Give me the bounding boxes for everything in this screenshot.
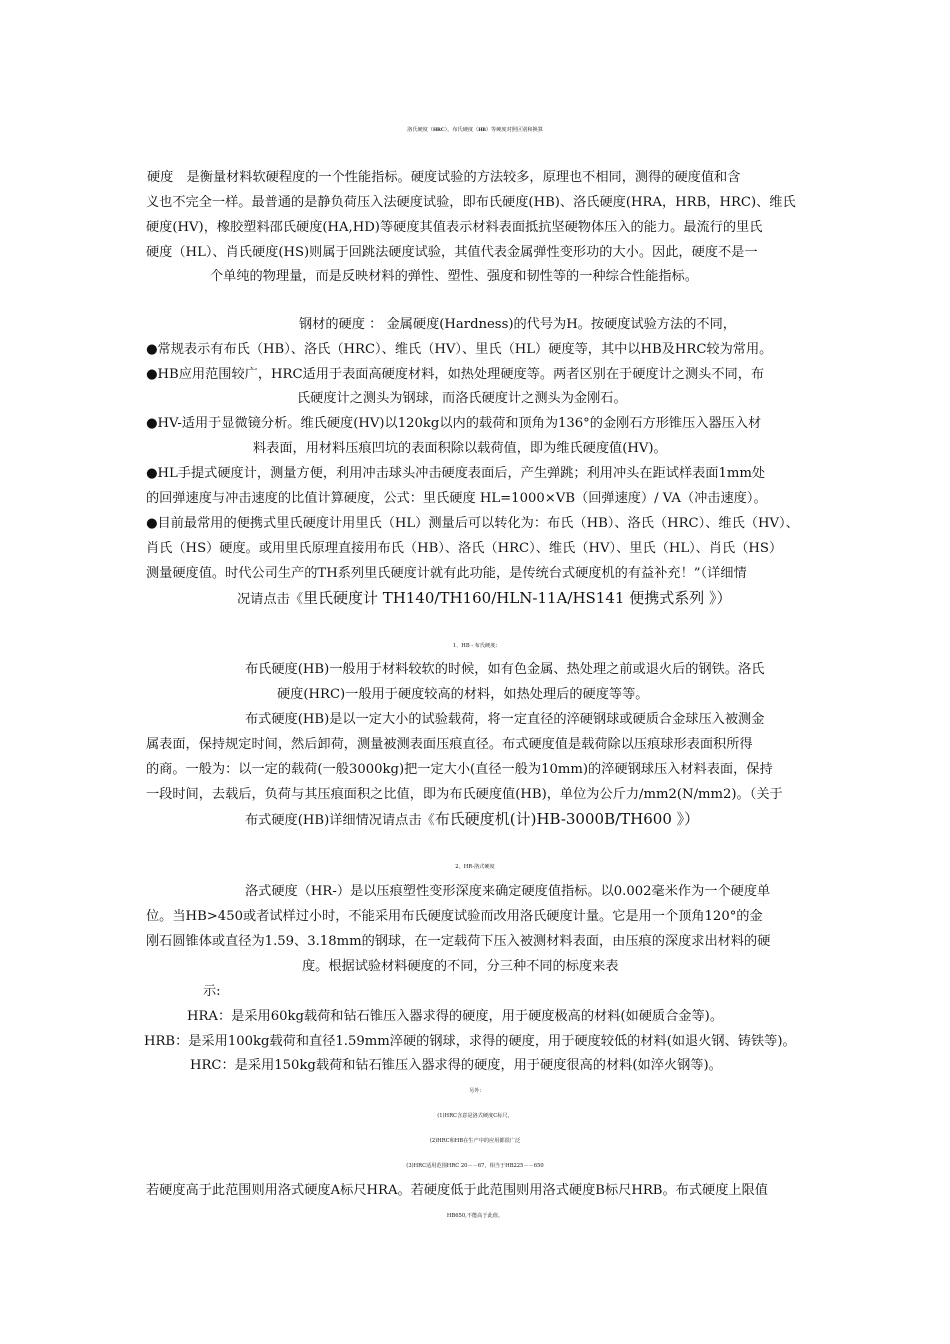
brinell-hardness-link[interactable]: 布氏硬度机(计)HB-3000B/TH600 》）	[434, 810, 700, 828]
section1-heading: 1、HB - 布氏硬度:	[452, 643, 498, 649]
section2-line: 若硬度高于此范围则用洛式硬度A标尺HRA。若硬度低于此范围则用洛式硬度B标尺HRB。布式硬度上限值	[146, 1183, 768, 1198]
hra-line: HRA：是采用60kg载荷和钻石锥压入器求得的硬度，用于硬度极高的材料(如硬质合金等)。	[187, 1009, 724, 1024]
bullet-item: ●HB应用范围较广，HRC适用于表面高硬度材料，如热处理硬度等。两者区别在于硬度计之测头不同，布	[146, 367, 765, 382]
bullet-item: ●目前最常用的便携式里氏硬度计用里氏（HL）测量后可以转化为：布氏（HB）、洛氏（HRC）、维氏（HV）、	[146, 516, 799, 531]
bullet-item: ●常规表示有布氏（HB）、洛氏（HRC）、维氏（HV）、里氏（HL）硬度等，其中以HB及HRC较为常用。	[146, 342, 773, 357]
section2-line: 度。根据试验材料硬度的不同，分三种不同的标度来表	[302, 959, 619, 974]
bullet-link-prefix: 况请点击《	[237, 592, 303, 607]
bullet-item: 氏硬度计之测头为钢球，而洛氏硬度计之测头为金刚石。	[297, 391, 627, 406]
note-item: (1)HRC含意是洛式硬度C标尺，	[437, 1113, 513, 1119]
section1-link-line	[245, 810, 699, 830]
bullet-item: ●HL手提式硬度计，测量方便，利用冲击球头冲击硬度表面后，产生弹跳；利用冲头在距试样表面1mm处	[146, 466, 766, 481]
section2-line: 刚石圆锥体或直径为1.59、3.18mm的钢球，在一定载荷下压入被测材料表面，由压痕的深度求出材料的硬	[146, 934, 771, 949]
intro-line: 硬度(HV)，橡胶塑料邵氏硬度(HA,HD)等硬度其值表示材料表面抵抗坚硬物体压入的能力。最流行的里氏	[146, 220, 763, 235]
section2-line: 示:	[203, 984, 221, 999]
section2-line: HB650,不能高于此值。	[446, 1213, 504, 1219]
bullet-item: 料表面，用材料压痕凹坑的表面积除以载荷值，即为维氏硬度值(HV)。	[253, 441, 667, 456]
bullet-item: 测量硬度值。时代公司生产的TH系列里氏硬度计就有此功能，是传统台式硬度机的有益补充！”（详细情	[146, 566, 747, 581]
section1-link-prefix: 布式硬度(HB)详细情况请点击《	[245, 813, 435, 828]
bullet-item: ●HV-适用于显微镜分析。维氏硬度(HV)以120kg以内的载荷和顶角为136°的金刚石方形锥压入器压入材	[146, 416, 762, 431]
hrc-line: HRC：是采用150kg载荷和钻石锥压入器求得的硬度，用于硬度很高的材料(如淬火钢等)。	[190, 1058, 722, 1073]
section1-line: 硬度(HRC)一般用于硬度较高的材料，如热处理后的硬度等等。	[277, 687, 649, 702]
bullet-item: 的回弹速度与冲击速度的比值计算硬度，公式：里氏硬度 HL=1000×VB（回弹速度）/ VA（冲击速度）。	[146, 491, 767, 506]
section1-line: 布式硬度(HB)是以一定大小的试验载荷，将一定直径的淬硬钢球或硬质合金球压入被测金	[245, 712, 765, 727]
intro-line: 硬度（HL）、肖氏硬度(HS)则属于回跳法硬度试验，其值代表金属弹性变形功的大小。因此，硬度不是一	[146, 245, 758, 260]
additional-heading: 另外:	[468, 1088, 482, 1094]
leeb-hardness-link[interactable]: 里氏硬度计 TH140/TH160/HLN-11A/HS141 便携式系列 》）	[302, 589, 732, 607]
intro-line: 硬度 是衡量材料软硬程度的一个性能指标。硬度试验的方法较多，原理也不相同，测得的硬度值和含	[147, 170, 741, 185]
section1-line: 的商。一般为：以一定的载荷(一般3000kg)把一定大小(直径一般为10mm)的淬硬钢球压入材料表面，保持	[146, 762, 773, 777]
bullet-link-line	[237, 589, 731, 609]
bullet-item: 肖氏（HS）硬度。或用里氏原理直接用布氏（HB）、洛氏（HRC）、维氏（HV）、里氏（HL）、肖氏（HS）	[146, 541, 783, 556]
page-title: 洛氏硬度（HRC）、布氏硬度（HB）等硬度对照区别和换算	[407, 127, 543, 133]
hrb-line: HRB：是采用100kg载荷和直径1.59mm淬硬的钢球，求得的硬度，用于硬度较低的材料(如退火钢、铸铁等)。	[144, 1034, 796, 1049]
steel-intro: 钢材的硬度 ： 金属硬度(Hardness)的代号为H。按硬度试验方法的不同，	[299, 317, 736, 332]
intro-line: 个单纯的物理量，而是反映材料的弹性、塑性、强度和韧性等的一种综合性能指标。	[210, 269, 698, 284]
section1-line: 属表面，保持规定时间，然后卸荷，测量被测表面压痕直径。布式硬度值是载荷除以压痕球形表面积所得	[146, 737, 753, 752]
intro-line: 义也不完全一样。最普通的是静负荷压入法硬度试验，即布氏硬度(HB)、洛氏硬度(HRA，HRB，HRC)、维氏	[146, 195, 796, 210]
section1-line: 一段时间，去载后，负荷与其压痕面积之比值，即为布氏硬度值(HB)，单位为公斤力/mm2(N/mm2)。（关于	[146, 787, 783, 802]
section2-line: 洛式硬度（HR-）是以压痕塑性变形深度来确定硬度值指标。以0.002毫米作为一个硬度单	[245, 884, 771, 899]
section2-heading: 2、HR-洛式硬度	[455, 864, 495, 870]
note-item: (2)HRC和HB在生产中的应用都很广泛	[429, 1138, 521, 1144]
section1-line: 布氏硬度(HB)一般用于材料较软的时候，如有色金属、热处理之前或退火后的钢铁。洛氏	[245, 662, 765, 677]
note-item: (3)HRC适用范围HRC 20－－67，相当于HB225－－650	[406, 1163, 544, 1169]
section2-line: 位。当HB>450或者试样过小时，不能采用布氏硬度试验而改用洛氏硬度计量。它是用一个顶角120°的金	[146, 909, 763, 924]
